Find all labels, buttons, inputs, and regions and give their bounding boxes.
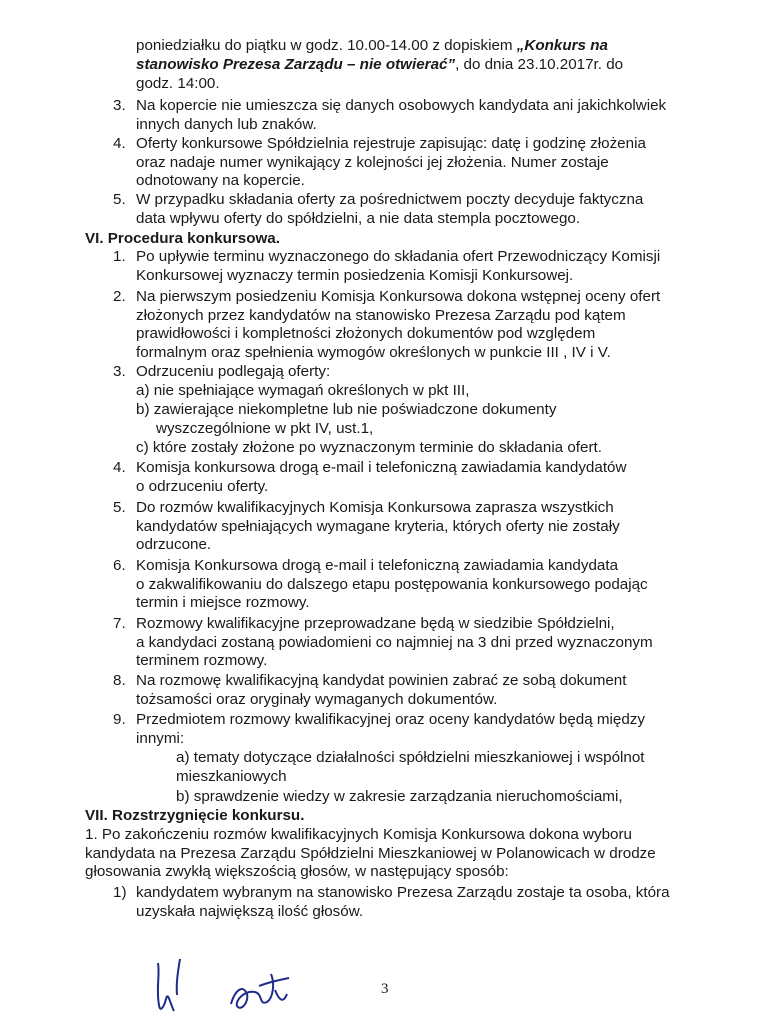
section-heading-vi: VI. Procedura konkursowa. bbox=[85, 230, 280, 247]
list-item: Na pierwszym posiedzeniu Komisja Konkursowa dokona wstępnej oceny ofert złożonych przez kandydatów na stanowisko Prezesa Zarządu pod kątem prawidłowości i kompletności złożonych dokumentów pod względem formalnym oraz spełnienia wymogów określonych w punkcie III , IV i V. bbox=[136, 288, 661, 361]
intro-emphasis-1: „Konkurs na bbox=[516, 37, 608, 54]
list-number: 8. bbox=[113, 672, 126, 689]
list-number: 3. bbox=[113, 97, 126, 114]
list-item: Przedmiotem rozmowy kwalifikacyjnej oraz oceny kandydatów będą między innymi: bbox=[136, 711, 645, 747]
intro-line-2: stanowisko Prezesa Zarządu – nie otwierać”, do dnia 23.10.2017r. do bbox=[136, 56, 624, 73]
sub-item: b) sprawdzenie wiedzy w zakresie zarządzania nieruchomościami, bbox=[176, 788, 623, 805]
list-item: kandydatem wybranym na stanowisko Prezesa Zarządu zostaje ta osoba, która uzyskała największą ilość głosów. bbox=[136, 884, 670, 920]
intro-line-1: poniedziałku do piątku w godz. 10.00-14.00 z dopiskiem „Konkurs na bbox=[136, 37, 608, 54]
sub-item: mieszkaniowych bbox=[176, 768, 287, 785]
list-number: 4. bbox=[113, 459, 126, 476]
list-number: 3. bbox=[113, 363, 126, 380]
list-number: 2. bbox=[113, 288, 126, 305]
page-number: 3 bbox=[381, 981, 389, 997]
list-item: W przypadku składania oferty za pośrednictwem poczty decyduje faktyczna data wpływu oferty do spółdzielni, a nie data stempla pocztowego. bbox=[136, 191, 644, 227]
list-item: Rozmowy kwalifikacyjne przeprowadzane będą w siedzibie Spółdzielni, a kandydaci zostaną powiadomieni co najmniej na 3 dni przed wyznaczonym terminem rozmowy. bbox=[136, 615, 653, 670]
list-item: Odrzuceniu podlegają oferty: bbox=[136, 363, 331, 380]
list-item: Do rozmów kwalifikacyjnych Komisja Konkursowa zaprasza wszystkich kandydatów spełniających wymagane kryteria, których oferty nie zostały odrzucone. bbox=[136, 499, 620, 554]
intro-line-3: godz. 14:00. bbox=[136, 75, 220, 92]
paragraph: 1. Po zakończeniu rozmów kwalifikacyjnych Komisja Konkursowa dokona wyboru kandydata na Prezesa Zarządu Spółdzielni Mieszkaniowej w Polanowicach w drodze głosowania zwykłą większością głosów, w następujący sposób: bbox=[85, 826, 656, 881]
list-item: Na rozmowę kwalifikacyjną kandydat powinien zabrać ze sobą dokument tożsamości oraz oryginały wymaganych dokumentów. bbox=[136, 672, 627, 708]
signature-mark-1 bbox=[150, 955, 190, 1019]
sub-item: b) zawierające niekompletne lub nie poświadczone dokumenty bbox=[136, 401, 557, 418]
list-number: 4. bbox=[113, 135, 126, 152]
list-number: 5. bbox=[113, 191, 126, 208]
list-number: 1. bbox=[113, 248, 126, 265]
list-number: 1) bbox=[113, 884, 127, 901]
list-number: 6. bbox=[113, 557, 126, 574]
sub-item: c) które zostały złożone po wyznaczonym terminie do składania ofert. bbox=[136, 439, 602, 456]
intro-emphasis-2: stanowisko Prezesa Zarządu – nie otwierać” bbox=[136, 56, 456, 73]
list-item: Oferty konkursowe Spółdzielnia rejestruje zapisując: datę i godzinę złożenia oraz nadaje numer wynikający z kolejności jej złożenia. Numer zostaje odnotowany na kopercie. bbox=[136, 135, 646, 190]
list-number: 7. bbox=[113, 615, 126, 632]
list-item: Komisja Konkursowa drogą e-mail i telefoniczną zawiadamia kandydata o zakwalifikowaniu do dalszego etapu postępowania konkursowego podając termin i miejsce rozmowy. bbox=[136, 557, 648, 612]
section-heading-vii: VII. Rozstrzygnięcie konkursu. bbox=[85, 807, 305, 824]
list-item: Komisja konkursowa drogą e-mail i telefoniczną zawiadamia kandydatów o odrzuceniu oferty. bbox=[136, 459, 627, 495]
list-number: 5. bbox=[113, 499, 126, 516]
list-item: Po upływie terminu wyznaczonego do składania ofert Przewodniczący Komisji Konkursowej wyznaczy termin posiedzenia Komisji Konkursowej. bbox=[136, 248, 661, 284]
sub-item: wyszczególnione w pkt IV, ust.1, bbox=[156, 420, 374, 437]
sub-item: a) tematy dotyczące działalności spółdzielni mieszkaniowej i wspólnot bbox=[176, 749, 645, 766]
list-number: 9. bbox=[113, 711, 126, 728]
signature-mark-2 bbox=[225, 960, 295, 1020]
list-item: Na kopercie nie umieszcza się danych osobowych kandydata ani jakichkolwiek innych danych lub znaków. bbox=[136, 97, 667, 133]
sub-item: a) nie spełniające wymagań określonych w pkt III, bbox=[136, 382, 470, 399]
